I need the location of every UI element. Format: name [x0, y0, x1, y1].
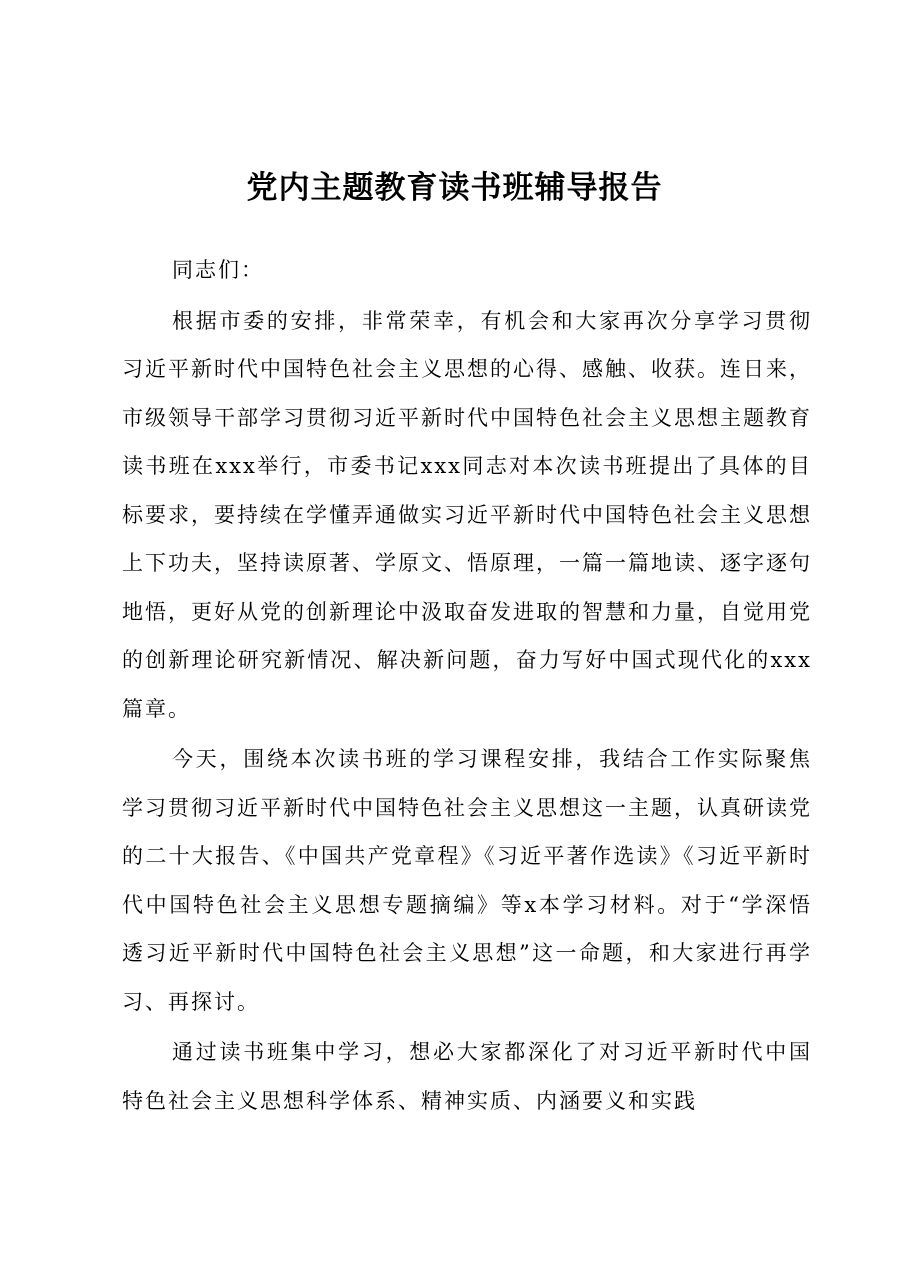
document-title: 党内主题教育读书班辅导报告: [246, 170, 663, 206]
paragraph-1: 根据市委的安排，非常荣幸，有机会和大家再次分享学习贯彻习近平新时代中国特色社会主义思想的心得、感触、收获。连日来，市级领导干部学习贯彻习近平新时代中国特色社会主义思想主题教育读书班在xxx举行，市委书记xxx同志对本次读书班提出了具体的目标要求，要持续在学懂弄通做实习近平新时代中国特色社会主义思想上下功夫，坚持读原著、学原文、悟原理，一篇一篇地读、逐字逐句地悟，更好从党的创新理论中汲取奋发进取的智慧和力量，自觉用党的创新理论研究新情况、解决新问题，奋力写好中国式现代化的xxx篇章。: [122, 308, 812, 721]
document-body: [122, 246, 812, 1127]
paragraph-3: 通过读书班集中学习，想必大家都深化了对习近平新时代中国特色社会主义思想科学体系、精神实质、内涵要义和实践: [122, 1040, 812, 1113]
salutation: 同志们：: [172, 258, 264, 282]
paragraph-2: 今天，围绕本次读书班的学习课程安排，我结合工作实际聚焦学习贯彻习近平新时代中国特色社会主义思想这一主题，认真研读党的二十大报告、《中国共产党章程》《习近平著作选读》《习近平新时代中国特色社会主义思想专题摘编》等x本学习材料。对于“学深悟透习近平新时代中国特色社会主义思想”这一命题，和大家进行再学习、再探讨。: [122, 747, 812, 1014]
